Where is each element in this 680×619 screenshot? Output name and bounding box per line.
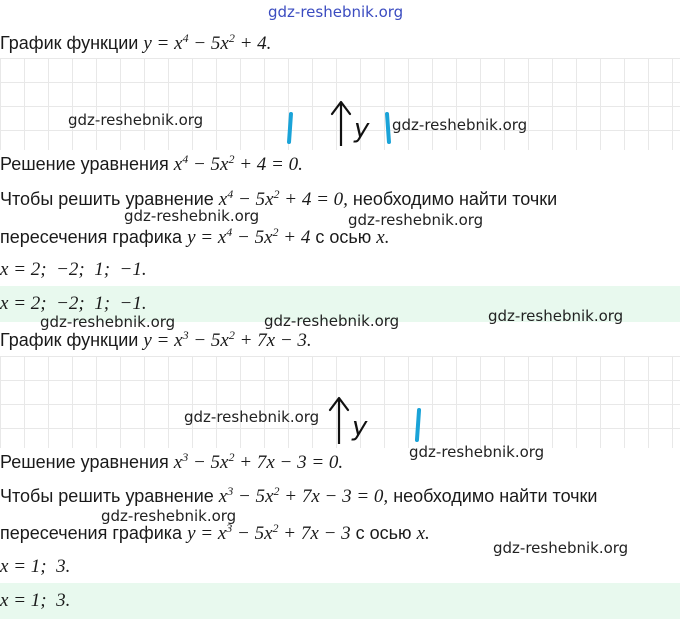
watermark: gdz-reshebnik.org — [101, 507, 237, 525]
equation-caption-2-formula: $x^3 - 5x^2 + 7x - 3 = 0$. — [173, 450, 344, 473]
y-axis-label-2: y — [352, 412, 368, 442]
watermark: gdz-reshebnik.org — [493, 539, 629, 557]
watermark: gdz-reshebnik.org — [488, 307, 624, 325]
watermark: gdz-reshebnik.org — [68, 111, 204, 129]
curve-segment-right-1 — [385, 112, 391, 144]
curve-segment-left-1 — [287, 112, 293, 144]
graph-caption-2 — [0, 329, 312, 352]
explain-formula: $y = x^3 - 5x^2 + 7x - 3$ — [187, 521, 351, 544]
equation-caption-1-text: Решение уравнения — [0, 154, 169, 174]
watermark: gdz-reshebnik.org — [264, 312, 400, 330]
explain-text: с осью — [355, 523, 412, 543]
explain-formula: $y = x^4 - 5x^2 + 4$ — [187, 225, 311, 248]
answer-2: x = 1; 3. — [0, 590, 71, 611]
explanation-1-line-2 — [0, 226, 389, 249]
explanation-1-line-1 — [0, 188, 557, 211]
graph-caption-2-formula: $y = x^3 - 5x^2 + 7x - 3$. — [143, 328, 312, 351]
graph-caption-1-text: График функции — [0, 33, 139, 53]
equation-caption-2 — [0, 451, 343, 474]
explain-text: необходимо найти точки — [393, 486, 598, 506]
equation-caption-2-text: Решение уравнения — [0, 452, 169, 472]
explain-text: Чтобы решить уравнение — [0, 486, 214, 506]
watermark: gdz-reshebnik.org — [348, 211, 484, 229]
explain-formula: $x^4 - 5x^2 + 4 = 0$, — [218, 187, 348, 210]
answer-box-2 — [0, 583, 680, 619]
graph-caption-2-text: График функции — [0, 330, 139, 350]
explain-text: необходимо найти точки — [352, 189, 558, 209]
roots-2: x = 1; 3. — [0, 556, 71, 577]
watermark: gdz-reshebnik.org — [124, 207, 260, 225]
curve-segment-2 — [415, 408, 421, 442]
answer-1: x = 2; −2; 1; −1. — [0, 293, 147, 314]
watermark-top: gdz-reshebnik.org — [268, 3, 404, 21]
y-axis-label-1: y — [354, 114, 370, 144]
explanation-2-line-1 — [0, 485, 598, 508]
watermark: gdz-reshebnik.org — [184, 408, 320, 426]
watermark: gdz-reshebnik.org — [392, 116, 528, 134]
graph-caption-1 — [0, 32, 271, 55]
y-axis-arrow-1 — [330, 100, 352, 151]
graph-area-2 — [0, 356, 680, 448]
explain-axis: x. — [376, 227, 390, 248]
equation-caption-1-formula: $x^4 - 5x^2 + 4 = 0$. — [173, 152, 303, 175]
graph-caption-1-formula: $y = x^4 - 5x^2 + 4$. — [143, 31, 272, 54]
graph-area-1 — [0, 58, 680, 150]
equation-caption-1 — [0, 153, 303, 176]
y-axis-arrow-2 — [328, 396, 350, 449]
explain-text: пересечения графика — [0, 523, 183, 543]
explain-text: пересечения графика — [0, 227, 183, 247]
explain-formula: $x^3 - 5x^2 + 7x - 3 = 0$, — [218, 484, 389, 507]
explanation-2-line-2 — [0, 522, 430, 545]
roots-1: x = 2; −2; 1; −1. — [0, 259, 147, 280]
explain-text: с осью — [315, 227, 372, 247]
explain-axis: x. — [416, 523, 430, 544]
explain-text: Чтобы решить уравнение — [0, 189, 214, 209]
watermark: gdz-reshebnik.org — [40, 313, 176, 331]
watermark: gdz-reshebnik.org — [409, 443, 545, 461]
